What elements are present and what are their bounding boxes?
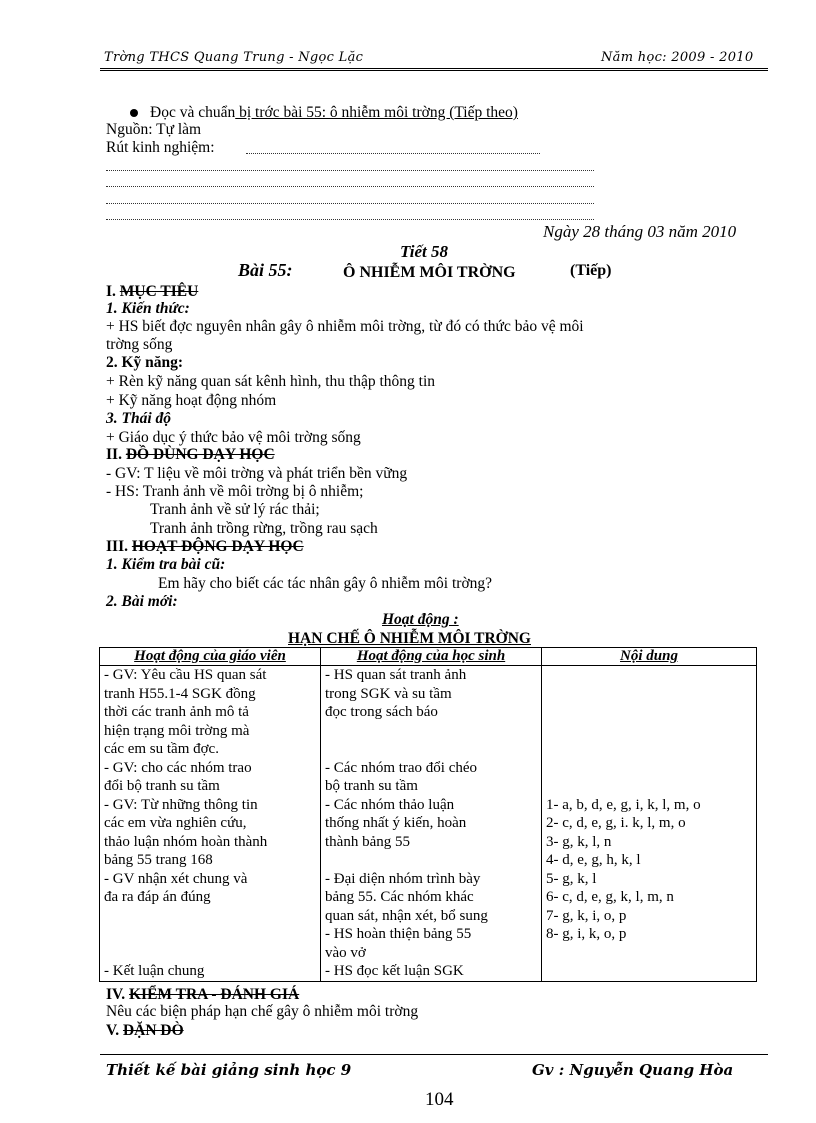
kt-line-2: trờng sống <box>106 336 173 353</box>
section-hoat-dong <box>106 538 304 556</box>
section-title-5: DẶN DÒ <box>122 1022 184 1039</box>
gv-line: - GV: cho các nhóm trao <box>104 759 252 776</box>
nd-line: 2- c, d, e, g, i. k, l, m, o <box>546 815 686 831</box>
nd-line <box>546 722 752 741</box>
section-title-2: ĐỒ DÙNG DẠY HỌC <box>125 446 275 463</box>
activity-table <box>99 647 757 982</box>
subsection-ky-nang: 2. Kỹ năng: <box>106 354 184 371</box>
hs-line: thành bảng 55 <box>325 833 410 850</box>
lesson-title: Ô NHIỄM MÔI TRỜNG <box>343 264 516 281</box>
dd-line-1: - GV: T liệu về môi trờng và phát triển bền vững <box>106 465 408 482</box>
hs-line: vào vở <box>325 944 366 961</box>
gv-line: các em su tầm đợc. <box>104 741 219 757</box>
hs-line: - HS đọc kết luận SGK <box>325 963 464 979</box>
dots-3 <box>106 186 594 187</box>
dd-line-2: - HS: Tranh ảnh về môi trờng bị ô nhiễm; <box>106 483 364 500</box>
section-muc-tieu <box>106 283 198 301</box>
header-rule <box>100 68 768 69</box>
gv-line: - GV: Từ những thông tin <box>104 796 258 813</box>
col-header-hs: Hoạt động của học sinh <box>321 648 542 666</box>
section-kiem-tra-dg <box>106 986 299 1004</box>
gv-line: - Kết luận chung <box>104 963 205 979</box>
gv-line: đa ra đáp án đúng <box>104 889 211 905</box>
dots-2 <box>106 170 594 171</box>
footer-rule <box>100 1054 768 1055</box>
hs-line: - HS quan sát tranh ảnh <box>325 667 467 683</box>
dots-4 <box>106 203 594 204</box>
nd-line <box>546 740 752 759</box>
kn-line-1: + Rèn kỹ năng quan sát kênh hình, thu thập thông tin <box>106 373 436 390</box>
nd-line: 6- c, d, e, g, k, l, m, n <box>546 889 674 905</box>
hs-line: - Các nhóm thảo luận <box>325 796 455 813</box>
header-year: Năm học: 2009 - 2010 <box>601 50 754 65</box>
activity-label: Hoạt động : <box>382 611 459 628</box>
dots-5 <box>106 219 594 220</box>
footer-right: Gv : Nguyễn Quang Hòa <box>532 1061 734 1079</box>
question-2: Nêu các biện pháp hạn chế gây ô nhiễm môi trờng <box>106 1003 419 1020</box>
section-num-1: I. <box>106 283 120 300</box>
header-school: Trờng THCS Quang Trung - Ngọc Lặc <box>104 50 364 65</box>
nd-line <box>546 666 752 685</box>
nd-line: 7- g, k, i, o, p <box>546 907 627 924</box>
gv-line: - GV nhận xét chung và <box>104 870 248 887</box>
source-line: Nguồn: Tự làm <box>106 121 202 138</box>
nd-line: 8- g, i, k, o, p <box>546 926 627 942</box>
gv-line: thời các tranh ảnh mô tả <box>104 704 249 720</box>
section-num-4: IV. <box>106 986 129 1003</box>
nd-line: 5- g, k, l <box>546 870 597 887</box>
gv-line <box>104 925 316 944</box>
nd-line: 4- d, e, g, h, k, l <box>546 852 641 868</box>
gv-line: tranh H55.1-4 SGK đồng <box>104 685 256 702</box>
hs-line: trong SGK và su tầm <box>325 685 452 702</box>
prep-text-b: bị trớc bài 55: ô nhiễm môi trờng (Tiếp theo) <box>235 104 518 121</box>
nd-line <box>546 759 752 778</box>
gv-line: đổi bộ tranh su tầm <box>104 778 220 794</box>
hs-line: - Đại diện nhóm trình bày <box>325 870 481 887</box>
prep-text-a: Đọc và chuẩn <box>150 104 236 121</box>
bullet-icon <box>130 109 138 117</box>
subsection-kien-thuc: 1. Kiến thức: <box>106 300 190 317</box>
subsection-kiem-tra: 1. Kiểm tra bài cũ: <box>106 556 226 573</box>
section-title-1: MỤC TIÊU <box>119 283 199 300</box>
gv-line: - GV: Yêu cầu HS quan sát <box>104 667 267 683</box>
col-header-gv: Hoạt động của giáo viên <box>100 648 321 666</box>
hs-line: thống nhất ý kiến, hoàn <box>325 815 467 831</box>
gv-line <box>104 907 316 926</box>
hs-line: bảng 55. Các nhóm khác <box>325 889 474 905</box>
hs-line <box>325 722 537 741</box>
hs-line: - HS hoàn thiện bảng 55 <box>325 926 472 942</box>
header-rule-2 <box>100 70 768 71</box>
hs-line: đọc trong sách báo <box>325 704 438 720</box>
hs-line: quan sát, nhận xét, bổ sung <box>325 907 488 924</box>
td-line-1: + Giáo dục ý thức bảo vệ môi trờng sống <box>106 429 361 446</box>
section-num-2: II. <box>106 446 126 463</box>
nd-cell <box>542 666 757 982</box>
gv-line: bảng 55 trang 168 <box>104 852 213 868</box>
gv-cell <box>100 666 321 982</box>
gv-line <box>104 944 316 963</box>
lesson-number: Tiết 58 <box>400 242 448 261</box>
dots-1 <box>246 153 540 154</box>
section-dan-do <box>106 1022 184 1040</box>
gv-line: các em vừa nghiên cứu, <box>104 815 247 831</box>
gv-line: thảo luận nhóm hoàn thành <box>104 833 268 850</box>
experience-label: Rút kinh nghiệm: <box>106 139 215 156</box>
hs-line: - Các nhóm trao đổi chéo <box>325 759 478 776</box>
nd-line <box>546 944 752 963</box>
nd-line <box>546 703 752 722</box>
dd-line-4: Tranh ảnh trồng rừng, trồng rau sạch <box>150 520 378 537</box>
lesson-date: Ngày 28 tháng 03 năm 2010 <box>543 222 737 241</box>
nd-line <box>546 962 752 981</box>
nd-line: 1- a, b, d, e, g, i, k, l, m, o <box>546 796 701 813</box>
lesson-bai: Bài 55: <box>238 260 293 280</box>
col-header-nd: Nội dung <box>542 648 757 666</box>
nd-line: 3- g, k, l, n <box>546 833 612 850</box>
section-title-4: KIỂM TRA - ĐÁNH GIÁ <box>128 986 300 1003</box>
table-row <box>100 666 757 982</box>
subsection-bai-moi: 2. Bài mới: <box>106 593 178 610</box>
kt-question: Em hãy cho biết các tác nhân gây ô nhiễm môi trờng? <box>158 575 493 592</box>
gv-line: hiện trạng môi trờng mà <box>104 722 250 739</box>
section-num-3: III. <box>106 538 132 555</box>
nd-line <box>546 685 752 704</box>
kt-line-1: + HS biết đợc nguyên nhân gây ô nhiễm môi trờng, từ đó có thức bảo vệ môi <box>106 318 584 335</box>
lesson-tiep: (Tiếp) <box>570 262 612 279</box>
table-header-row <box>100 648 757 666</box>
prep-line <box>130 104 518 122</box>
section-title-3: HOẠT ĐỘNG DẠY HỌC <box>131 538 304 555</box>
hs-line <box>325 851 537 870</box>
footer-left: Thiết kế bài giảng sinh học 9 <box>106 1061 352 1079</box>
hs-line <box>325 740 537 759</box>
section-num-5: V. <box>106 1022 123 1039</box>
section-do-dung <box>106 446 275 464</box>
subsection-thai-do: 3. Thái độ <box>106 410 172 427</box>
nd-line <box>546 777 752 796</box>
page-number: 104 <box>425 1089 454 1110</box>
hs-cell <box>321 666 542 982</box>
dd-line-3: Tranh ảnh về sử lý rác thải; <box>150 501 320 518</box>
kn-line-2: + Kỹ năng hoạt động nhóm <box>106 392 277 409</box>
activity-title: HẠN CHẾ Ô NHIỄM MÔI TRỜNG <box>288 630 531 647</box>
hs-line: bộ tranh su tầm <box>325 778 418 794</box>
